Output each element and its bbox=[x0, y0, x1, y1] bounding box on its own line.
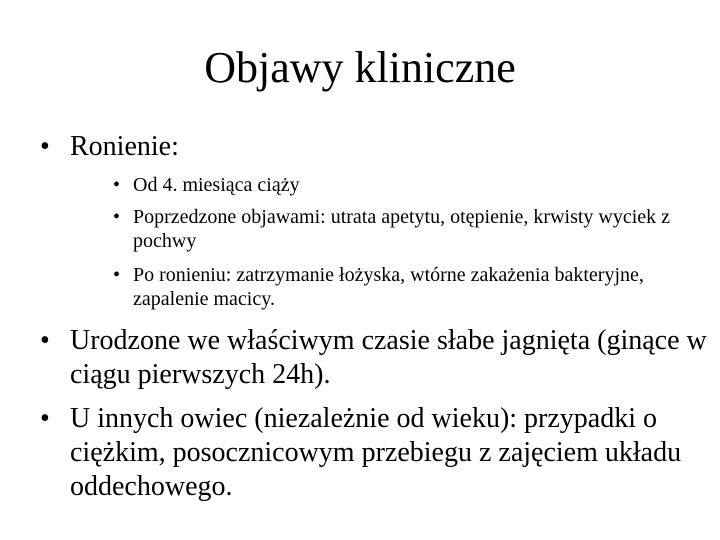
bullet-icon: • bbox=[113, 174, 121, 196]
bullet-text: Urodzone we właściwym czasie słabe jagnięta (ginące w ciągu pierwszych 24h). bbox=[70, 325, 707, 390]
bullet-icon: • bbox=[40, 403, 50, 434]
bullet-icon: • bbox=[113, 264, 121, 286]
bullet-text: U innych owiec (niezależnie od wieku): przypadki o ciężkim, posocznicowym przebiegu z zajęciem układu oddechowego. bbox=[70, 403, 682, 502]
sub-bullet-item bbox=[113, 205, 673, 253]
bullet-icon: • bbox=[40, 325, 50, 356]
sub-bullet-item bbox=[113, 173, 673, 197]
sub-bullet-text: Od 4. miesiąca ciąży bbox=[133, 174, 300, 196]
bullet-item-urodzone bbox=[40, 324, 710, 392]
sub-bullet-text: Poprzedzone objawami: utrata apetytu, otępienie, krwisty wyciek z pochwy bbox=[133, 206, 671, 252]
bullet-text: Ronienie: bbox=[70, 131, 179, 162]
bullet-item-ronienie bbox=[40, 130, 710, 164]
sub-bullet-text: Po ronieniu: zatrzymanie łożyska, wtórne zakażenia bakteryjne, zapalenie macicy. bbox=[133, 264, 644, 310]
sub-bullet-item bbox=[113, 263, 673, 311]
bullet-icon: • bbox=[40, 131, 50, 162]
slide-title: Objawy kliniczne bbox=[204, 43, 516, 92]
bullet-icon: • bbox=[113, 206, 121, 228]
bullet-item-owce bbox=[40, 402, 710, 504]
